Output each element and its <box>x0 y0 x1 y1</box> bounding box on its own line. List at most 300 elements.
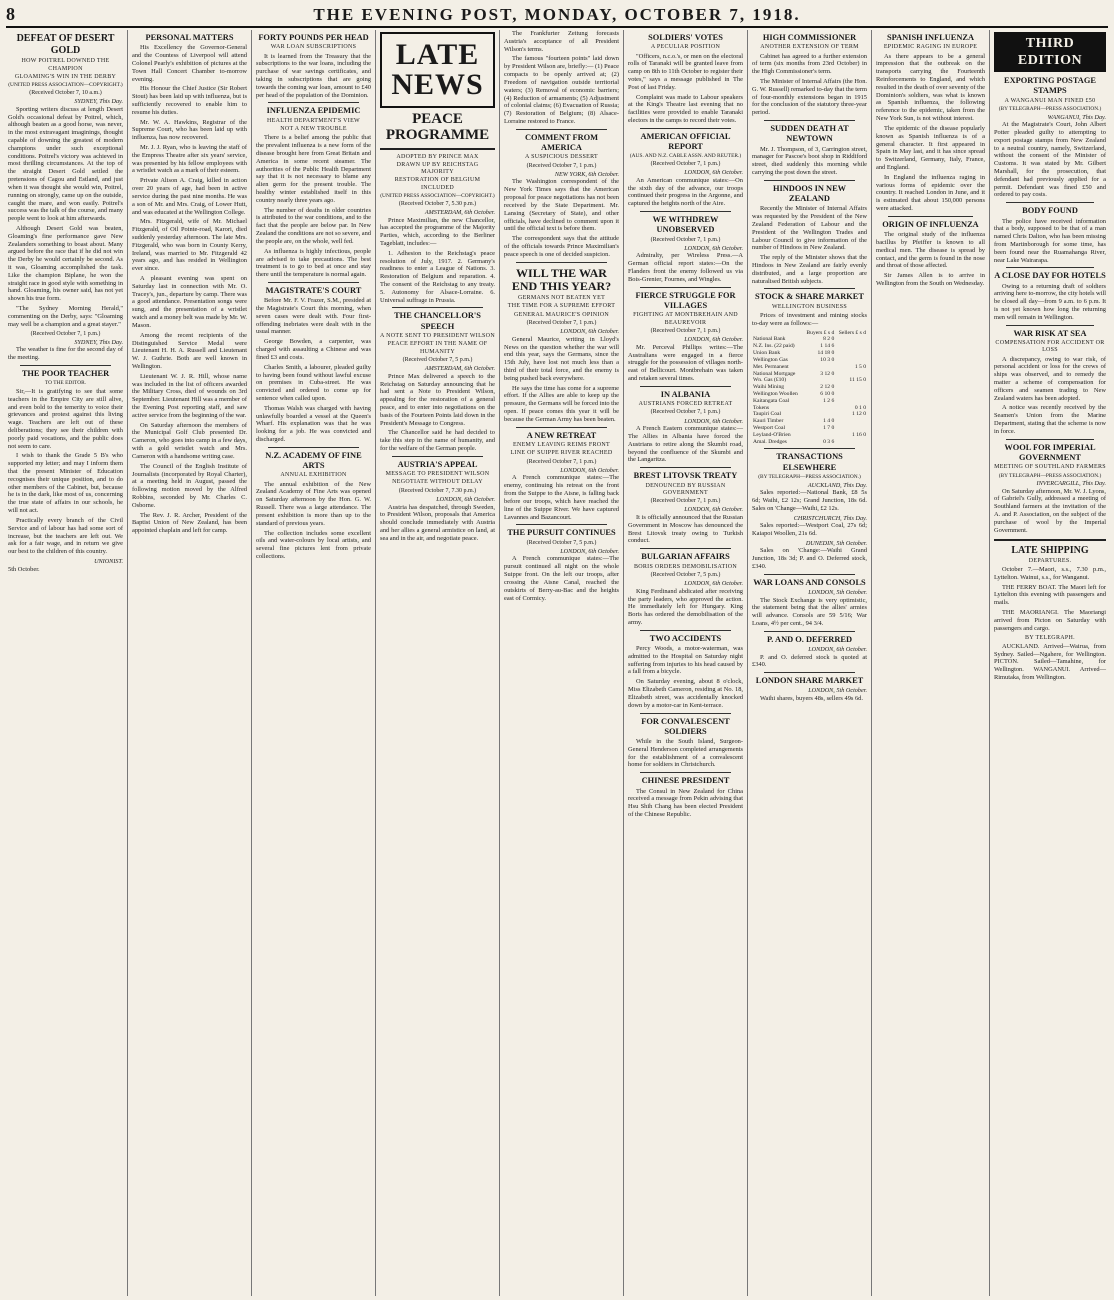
article-paragraph: Cabinet has agreed to a further extension of term (six months from 23rd October) in the High Commissioner's term. <box>752 52 867 76</box>
stock-name-cell: Kaitangata Coal <box>753 397 790 404</box>
divider <box>994 539 1106 541</box>
article-paragraph: As influenza is highly infectious, people are advised to take precautions. The best treatment is to go to bed at once and stay there until the temperature is normal again. <box>256 247 371 279</box>
article-paragraph: Admiralty, per Wireless Press.—A German official report states:—On the Flanders front the enemy followed us via Bois-Grenier, Fournes, and Wingles. <box>628 252 743 283</box>
article-paragraph: October 7.—Maori, s.s., 7.30 p.m., Lyttelton. Wainui, s.s., for Wanganui. <box>994 566 1106 581</box>
article-headline: FOR CONVALESCENT SOLDIERS <box>641 716 730 736</box>
divider <box>640 630 731 631</box>
place-line: NEW YORK, 6th October. <box>554 170 619 178</box>
article-subhead: ADOPTED BY PRINCE MAX <box>396 153 479 160</box>
dateline: (Received October 7, 1 p.m.) <box>526 458 597 465</box>
article-paragraph: His Honour the Chief Justice (Sir Robert Stout) has been laid up with influenza, but is sufficiently recovered to enable him to resume his duties. <box>132 85 247 116</box>
article-paragraph: The reply of the Minister shows that the Hindoos in New Zealand are fairly evenly distributed, and a large proportion are naturalised British subjects. <box>752 254 867 285</box>
article-paragraph: Complaint was made to Labour speakers at the King's Theatre last evening that no facilities were provided to enable Taranaki electors in the camps to record their votes. <box>628 93 743 125</box>
table-header-cell: Sellers £ s d <box>838 329 866 336</box>
newspaper-title: THE EVENING POST, MONDAY, OCTOBER 7, 1918. <box>313 5 801 25</box>
dateline: (Received October 7, 1 p.m.) <box>526 162 597 169</box>
article-subhead: GLOAMING'S WIN IN THE DERBY <box>14 74 117 80</box>
divider <box>268 102 359 103</box>
article-subhead: ANOTHER EXTENSION OF TERM <box>760 44 859 51</box>
article-paragraph: George Bowden, a carpenter, was charged with assaulting a Chinese and was fined £3 and costs. <box>256 338 371 361</box>
stock-price-cell <box>835 357 867 364</box>
article-paragraph: "Officers, n.c.o.'s, or men on the electoral rolls of Taranaki will be granted leave from camp on 8th to 11th October to register their votes," says a message published in The Post of last Friday. <box>628 52 743 91</box>
stock-name-cell: Wellington Woollen <box>753 390 798 397</box>
divider <box>764 574 855 575</box>
article-paragraph: He says the time has come for a supreme effort. If the Allies are able to keep up the pressure, the Germans will be forced into the open. If peace comes this year it will be because the German Army has been beaten. <box>504 384 619 423</box>
letter-signature: UNIONIST. <box>94 557 123 565</box>
article-subhead: HOW POITREL DOWNED THE CHAMPION <box>21 58 110 72</box>
stock-price-cell <box>803 411 835 418</box>
divider <box>1006 439 1094 440</box>
dateline: (Received October 7, 5 p.m.) <box>402 356 473 363</box>
stock-price-cell <box>835 371 867 378</box>
article-headline: A CLOSE DAY FOR HOTELS <box>994 271 1106 281</box>
stock-price-cell: 1 4 0 <box>823 418 835 425</box>
stock-name-cell: Kauri Timber <box>753 418 784 425</box>
article-paragraph: Recently the Minister of Internal Affairs was requested by the President of the New Zealand Federation of Labour and the President of the Wellington Trades and Labour Council to give information of the number of Hindoos in New Zealand. <box>752 205 867 252</box>
stock-price-cell <box>803 432 835 439</box>
dateline: (Received October 7, 5 p.m.) <box>526 539 597 546</box>
article-paragraph: As there appears to be a general impression that the outbreak on the transports carrying the Fourteenth Reinforcements to England, and which resulted in the death of over seventy of the Dominion's soldiers, was what is known as Spanish influenza, the following reference to the epidemic, taken from the New York Sun, is not without interest. <box>876 52 985 123</box>
table-row <box>752 405 867 412</box>
table-row <box>752 418 867 425</box>
masthead <box>6 4 1108 28</box>
stock-price-cell <box>803 364 835 371</box>
divider <box>380 148 495 150</box>
place-line: LONDON, 6th October. <box>684 244 743 252</box>
news-source: (BY TELEGRAPH—PRESS ASSOCIATION.) <box>998 105 1102 112</box>
article-paragraph: Thomas Walsh was charged with having unlawfully boarded a vessel at the Queen's Wharf. His explanation was that he was looking for a job. He was convicted and discharged. <box>256 404 371 443</box>
article-subhead: LINE OF SUIPPE RIVER REACHED <box>510 450 613 457</box>
place-line: LONDON, 6th October. <box>560 328 619 336</box>
late-news-banner: LATE NEWS <box>380 32 495 108</box>
article-headline: PEACE PROGRAMME <box>385 111 490 143</box>
article-paragraph: The Chancellor said he had decided to take this step in the name of humanity, and for the welfare of the German people. <box>380 429 495 453</box>
article-paragraph: Charles Smith, a labourer, pleaded guilty to having been found without lawful excuse on premises in Cuba-street. He was convicted and ordered to come up for sentence when called upon. <box>256 363 371 402</box>
article-headline: THE POOR TEACHER <box>21 369 110 379</box>
article-paragraph: Mr. J. Thompson, of 3, Carrington street, manager for Pascoe's boot shop in Riddiford street, died suddenly this morning while carrying the post down the street. <box>752 145 867 176</box>
stock-price-cell: 1 12 0 <box>852 411 866 418</box>
article-paragraph: While in the South Island, Surgeon-General Henderson completed arrangements for the establishment of a convalescent home for soldiers in Christchurch. <box>628 738 743 769</box>
stock-name-cell: Amal. Dredges <box>753 438 787 445</box>
article-paragraph: "The Sydney Morning Herald," commenting on the Derby, says: "Gloaming may well be a champion and a great stayer." <box>8 305 123 328</box>
article-subhead: GENERAL MAURICE'S OPINION <box>513 311 610 318</box>
divider <box>888 216 973 217</box>
article-paragraph: The correspondent says that the attitude of the officials towards Prince Maximilian's peace speech is one of decided suspicion. <box>504 235 619 258</box>
article-headline: TRANSACTIONS ELSEWHERE <box>776 452 843 472</box>
article-headline: HINDOOS IN NEW ZEALAND <box>772 183 847 204</box>
article-subhead: DEPARTURES. <box>1028 557 1072 564</box>
article-subhead: AUSTRIANS FORCED RETREAT <box>638 401 733 408</box>
stock-price-cell <box>835 343 867 350</box>
article-paragraph: THE FERRY BOAT. The Maori left for Lyttelton this evening with passengers and mails. <box>994 583 1106 607</box>
article-headline: BREST LITOVSK TREATY <box>633 471 738 481</box>
article-headline: WILL THE WAR END THIS YEAR? <box>511 265 612 293</box>
article-headline: WAR RISK AT SEA <box>1013 328 1087 338</box>
divider <box>764 120 855 121</box>
dateline: (Received October 7, 10 a.m.) <box>29 89 102 96</box>
article-paragraph: Prince Max delivered a speech to the Reichstag on Saturday announcing that he had sent a Note to President Wilson, appealing for the restoration of a general peace, and to enter into negotiations on the basis of the Fourteen Points laid down in the President's Message to Congress. <box>380 372 495 427</box>
place-line: WANGANUI, This Day. <box>1047 113 1106 121</box>
news-source: (BY TELEGRAPH—PRESS ASSOCIATION.) <box>758 473 861 480</box>
place-line: DUNEDIN, 5th October. <box>805 539 867 547</box>
article-paragraph: I wish to thank the Grade 5 B's who supported my letter; and may I inform them that the present Minister of Education recognises their unique position, and to do other members of the Cabinet, but, because he is in the dark, like most of us, concerning the true state of affairs in our schools, he will not act. <box>8 452 123 515</box>
article-paragraph: Private Alison A. Craig, killed in action over 20 years of age, had been in active service during the past nine months. He was a son of Mr. and Mrs. Craig, of Lower Hutt, and was educated at the Wellington College. <box>132 177 247 216</box>
letter-salutation: TO THE EDITOR. <box>44 380 87 387</box>
place-line: AUCKLAND, This Day. <box>807 481 867 489</box>
stock-price-cell: 3 12 0 <box>820 370 835 377</box>
stock-name-cell: Wellington Gas <box>753 356 788 363</box>
article-headline: THE PURSUIT CONTINUES <box>507 528 616 538</box>
article-paragraph: 1. Adhesion to the Reichstag's peace resolution of July, 1917. 2. Germany's readiness to enter a League of Nations. 3. Restoration of Belgium and reparation. 4. The consent of the Reichstag to any treaty. 5. Autonomy for Alsace-Lorraine. 6. Universal suffrage in Prussia. <box>380 249 495 304</box>
article-paragraph: A notice was recently received by the Seamen's Union from the Marine Department, stating that the scheme is now in force. <box>994 404 1106 435</box>
article-paragraph: The collection includes some excellent oils and water-colours by local artists, and several fine pictures lent from private collections. <box>256 529 371 560</box>
article-headline: SOLDIERS' VOTES <box>648 33 723 42</box>
article-paragraph: The number of deaths in older countries is attributed to the war conditions, and to the fact that the people are below par. In New Zealand the conditions are not so severe, and the people are, on the whole, well fed. <box>256 206 371 245</box>
article-subhead: ENEMY LEAVING REIMS FRONT <box>512 441 610 448</box>
article-paragraph: The police have received information that a body, supposed to be that of a man named Chris Dalton, who has been missing from Martinborough for some time, has been found near the Ruamahanga River, near Lake Wairarapa. <box>994 217 1106 264</box>
article-paragraph: The Frankfurter Zeitung forecasts Austria's acceptance of all President Wilson's terms. <box>504 30 619 53</box>
divider <box>764 180 855 181</box>
article-paragraph: King Ferdinand abdicated after receiving the party leaders, who approved the action. He immediately left for Hungary. King Boris has ordered the demobilisation of the army. <box>628 587 743 626</box>
dateline: (Received October 7, 5 p.m.) <box>650 571 721 578</box>
divider <box>516 524 607 525</box>
column-4 <box>376 30 500 1296</box>
article-subhead: A NOTE SENT TO PRESIDENT WILSON <box>380 332 495 339</box>
stock-name-cell: Union Bank <box>753 350 781 357</box>
table-row <box>752 364 867 371</box>
letter-date: 5th October. <box>8 565 40 573</box>
article-headline: BODY FOUND <box>1022 206 1078 216</box>
stock-price-cell: 0 1 0 <box>854 404 866 411</box>
article-subhead: MEETING OF SOUTHLAND FARMERS <box>994 464 1106 471</box>
article-paragraph: THE MAORIANGI. The Maoriangi arrived from Picton on Saturday with passengers and cargo. <box>994 609 1106 632</box>
article-subhead: MESSAGE TO PRESIDENT WILSON <box>385 471 490 478</box>
article-paragraph: Owing to a returning draft of soldiers arriving here to-morrow, the city hotels will be closed all day—from 9 a.m. to 6 p.m. It is not yet known how long the returning men will remain in Wellington. <box>994 282 1106 321</box>
news-source: (BY TELEGRAPH—PRESS ASSOCIATION.) <box>998 472 1102 479</box>
article-paragraph: An American communique states:—On the sixth day of the advance, our troops continued their progress in the Argonne, and captured the heights north of the Aire. <box>628 176 743 208</box>
article-paragraph: The epidemic of the disease popularly known as Spanish influenza is of a general character. It first appeared in Spain in May last, and it has since spread to Switzerland, Germany, Italy, France, and England. <box>876 124 985 171</box>
table-header-cell: Buyers £ s d <box>806 329 835 336</box>
article-headline: HIGH COMMISSIONER <box>762 33 857 42</box>
article-headline: AUSTRIA'S APPEAL <box>397 459 478 469</box>
article-headline: EXPORTING POSTAGE STAMPS <box>1004 76 1096 96</box>
column-6 <box>624 30 748 1296</box>
place-line: LONDON, 5th October. <box>808 687 867 695</box>
place-line: LONDON, 6th October. <box>436 496 495 504</box>
article-paragraph: Mr. J. J. Ryan, who is leaving the staff of the Empress Theatre after six years' service, was presented by his fellow employees with a wristlet watch as a mark of their esteem. <box>132 144 247 175</box>
divider <box>20 365 111 366</box>
table-row <box>752 384 867 391</box>
article-headline: PERSONAL MATTERS <box>145 33 234 42</box>
article-paragraph: The Council of the English Institute of Journalists (incorporated by Royal Charter), at a meeting held in August, passed the following motion moved by the Alfred Robbins, seconded by Mr. Charles C. Osborne. <box>132 462 247 509</box>
article-paragraph: On Saturday afternoon the members of the Municipal Golf Club presented Dr. Cameron, who goes into camp in a few days, with a gold wristlet watch and Mrs. Cameron with a handsome writing case. <box>132 421 248 460</box>
place-line: LONDON, 6th October. <box>684 580 743 588</box>
article-subhead: GERMANS NOT BEATEN YET <box>517 294 606 301</box>
article-paragraph: Sales reported:—Westport Coal, 27s 6d; Kaiapoi Woollen, 21s 6d. <box>752 522 867 537</box>
article-headline: CHINESE PRESIDENT <box>641 776 730 786</box>
dateline: (Received October 7, 1 p.m.) <box>650 236 721 243</box>
article-subhead: BORIS ORDERS DEMOBILISATION <box>633 563 738 570</box>
article-headline: WAR LOANS AND CONSOLS <box>753 577 866 587</box>
article-headline: WOOL FOR IMPERIAL GOVERNMENT <box>1004 442 1096 462</box>
article-paragraph: Practically every branch of the Civil Service and of labour has had some sort of increase, but the teachers are left out. We ask for a fair wage, and in return we give our best to the children of this country. <box>8 516 123 556</box>
article-paragraph: Before Mr. F. V. Frazer, S.M., presided at the Magistrate's Court this morning, when seven cases were dealt with. Four first-offending inebriates were dealt with in the usual manner. <box>256 297 371 336</box>
article-paragraph: General Maurice, writing in Lloyd's News on the question whether the war will end this year, says the Germans, since the 15th July, have lost not much less than a third of their total force, and the enemy is being pushed back everywhere. <box>504 335 619 382</box>
stock-price-cell: 14 18 0 <box>817 350 835 357</box>
dateline: (Received October 7, 1 p.m.) <box>650 498 721 505</box>
article-subhead: A PECULIAR POSITION <box>650 44 721 51</box>
stock-price-cell: 8 2 0 <box>823 336 835 343</box>
stock-name-cell: Westport Coal <box>753 425 786 431</box>
dateline: (Received October 7, 1 p.m.) <box>526 319 597 326</box>
table-header-row <box>752 330 867 337</box>
stock-name-cell: National Mortgage <box>753 370 796 377</box>
article-paragraph: Mr. Perceval Phillips writes:—The Australians were engaged in a fierce struggle for the possession of villages north-east of Bellicourt. Montbrehain was taken and retaken several times. <box>628 343 743 382</box>
article-paragraph: His Excellency the Governor-General and the Countess of Liverpool will attend Colonel Pearly's exhibition of pictures at the Town Hall Concert Chamber to-morrow evening. <box>132 44 247 83</box>
table-row <box>752 432 867 439</box>
article-headline: SUDDEN DEATH AT NEWTOWN <box>770 124 849 144</box>
stock-price-cell: 6 10 0 <box>820 390 835 397</box>
article-paragraph: Sales reported:—National Bank, £8 5s 6d; Waihi, £2 12s; Grand Junction, 18s 6d. Sales on 'Change—Waihi, £2 12s. <box>752 489 867 512</box>
article-headline: COMMENT FROM AMERICA <box>524 132 599 152</box>
article-subhead: DRAWN UP BY REICHSTAG MAJORITY <box>396 161 479 176</box>
divider <box>764 631 855 632</box>
article-paragraph: The Washington correspondent of the New York Times says that the American proposal for peace negotiations has not been received by the State Department. Mr. Lansing (Secretary of State), and other officials, have declined to comment upon it until the official text is before them. <box>504 178 619 233</box>
dateline: (Received October 7, 1 p.m.) <box>650 160 721 167</box>
stock-price-cell <box>835 418 867 425</box>
divider <box>764 448 855 449</box>
stock-price-cell: 0 3 6 <box>823 438 835 445</box>
divider <box>1006 325 1094 326</box>
article-headline: WE WITHDREW UNOBSERVED <box>652 215 719 235</box>
stock-price-cell: 1 2 6 <box>823 397 835 404</box>
stock-price-cell <box>835 398 867 405</box>
stock-name-cell: National Bank <box>753 336 786 343</box>
place-line: INVERCARGILL, This Day. <box>1036 480 1106 488</box>
article-subhead: A WANGANUI MAN FINED £50 <box>1004 97 1096 104</box>
article-paragraph: The annual exhibition of the New Zealand Academy of Fine Arts was opened on Saturday afternoon by the Hon. G. W. Russell. There was a large attendance. The present exhibition is more than up to the standard of previous years. <box>256 480 371 527</box>
divider <box>268 447 359 448</box>
divider <box>268 282 359 283</box>
column-9 <box>990 30 1110 1296</box>
stock-price-cell <box>835 391 867 398</box>
table-row <box>752 350 867 357</box>
table-row <box>752 357 867 364</box>
article-headline: LATE SHIPPING <box>1011 544 1089 556</box>
divider <box>392 307 483 308</box>
article-paragraph: On Saturday afternoon, Mr. W. J. Lyons, of Gabriel's Gully, addressed a meeting of Southland farmers at the invitation of the A. and P. Association, on the subject of the purchase of wool by the Imperial Government. <box>994 487 1106 534</box>
article-headline: SPANISH INFLUENZA <box>886 33 975 42</box>
place-line: LONDON, 6th October. <box>684 169 743 177</box>
divider <box>640 287 731 288</box>
article-paragraph: At the Magistrate's Court, John Albert Potter pleaded guilty to attempting to export postage stamps from New Zealand to a neutral country, namely, Switzerland, without the consent of the Minister of Customs. It was stated by Mr. Gilbert Marshall, for the prosecution, that defendant had previously applied for a permit. Defendant was fined £50 and ordered to pay costs. <box>994 121 1106 199</box>
place-line: LONDON, 6th October. <box>808 646 867 654</box>
stock-price-cell: 1 7 0 <box>823 425 835 431</box>
article-headline: TWO ACCIDENTS <box>649 633 722 643</box>
dateline: (Received October 7, 1 p.m.) <box>650 409 721 416</box>
article-paragraph: A discrepancy, owing to war risk, of personal accident or loss for the crews of ships was observed, and to remedy the matter a scheme of compensation for officers and seamen trading to New Zealand waters has been adopted. <box>994 355 1106 402</box>
article-paragraph: Sales on 'Change:—Waihi Grand Junction, 18s 3d; P. and O. Deferred stock, £340. <box>752 547 867 570</box>
divider <box>516 129 607 130</box>
article-headline: N.Z. ACADEMY OF FINE ARTS <box>265 450 362 471</box>
article-headline: LONDON SHARE MARKET <box>755 676 864 686</box>
article-subhead: EPIDEMIC RAGING IN EUROPE <box>883 44 978 51</box>
news-source: (UNITED PRESS ASSOCIATION—COPYRIGHT.) <box>380 193 495 200</box>
article-paragraph: Lieutenant W. J. R. Hill, whose name was included in the list of officers awarded the Military Cross, died of wounds on 3rd September. Lieutenant Hill was a member of the Evening Post reporting staff, and saw active service from the beginning of the war. <box>132 372 247 419</box>
stock-price-cell <box>835 384 867 391</box>
article-subhead: A SUSPICIOUS DESSERT <box>525 154 598 161</box>
third-edition-banner: THIRD EDITION <box>994 32 1106 72</box>
stock-price-cell <box>803 405 835 412</box>
article-subhead: DENOUNCED BY RUSSIAN GOVERNMENT <box>645 482 726 496</box>
divider <box>640 713 731 714</box>
place-line: LONDON, 6th October. <box>684 506 743 514</box>
divider <box>640 548 731 549</box>
article-headline: FIERCE STRUGGLE FOR VILLAGES <box>635 290 736 310</box>
place-line: LONDON, 6th October. <box>560 466 619 474</box>
stock-price-cell: 10 3 0 <box>820 356 835 363</box>
article-subhead: WELLINGTON BUSINESS <box>771 303 848 310</box>
article-paragraph: Sir James Allen is to arrive in Wellington from the South on Wednesday. <box>876 272 985 287</box>
dateline: (Received October 7, 7.30 p.m.) <box>398 487 477 494</box>
article-headline: INFLUENZA EPIDEMIC <box>266 106 361 116</box>
article-paragraph: Mr. W. A. Hawkins, Registrar of the Supreme Court, who has been laid up with influenza, has now recovered. <box>132 118 247 142</box>
divider <box>1006 267 1094 268</box>
article-paragraph: It is learned from the Treasury that the subscriptions to the war loans, including the purchase of war savings certificates, and taking in subscriptions that are going towards the coming war loan, amount to £40 per head of the population of the Dominion. <box>256 52 371 99</box>
stock-name-cell: Wn. Gas (£10) <box>753 377 787 384</box>
stock-name-cell: Tokens <box>753 404 770 411</box>
article-subhead: RESTORATION OF BELGIUM INCLUDED <box>394 177 481 191</box>
place-line: AMSTERDAM, 6th October. <box>424 208 495 216</box>
divider <box>640 772 731 773</box>
article-headline: FORTY POUNDS PER HEAD <box>258 33 369 42</box>
stock-price-cell <box>835 336 867 343</box>
column-1 <box>4 30 128 1296</box>
stock-name-cell: Leyland-O'Brien <box>753 431 791 438</box>
article-headline: DEFEAT OF DESERT GOLD <box>16 33 115 57</box>
article-paragraph: The Consul in New Zealand for China received a message from Pekin advising that Hsu Shih Chang has been elected President of the Chinese Republic. <box>628 787 743 818</box>
divider <box>516 262 607 263</box>
table-row <box>752 425 867 432</box>
place-line: SYDNEY, This Day. <box>74 338 123 346</box>
stock-price-cell: 2 12 0 <box>820 384 835 391</box>
divider <box>640 211 731 212</box>
article-paragraph: It is officially announced that the Russian Government in Moscow has denounced the Brest Litovsk treaty owing to Turkish conduct. <box>628 514 743 545</box>
divider <box>640 128 731 129</box>
article-paragraph: Mrs. Fitzgerald, wife of Mr. Michael Fitzgerald, of Oil Pointe-road, Karori, died suddenly yesterday afternoon. The late Mrs. Fitzgerald, who was born in County Kerry, Ireland, was married to Mr. Fitzgerald 42 years ago, and has resided in Wellington ever since. <box>132 218 247 273</box>
article-subhead: COMPENSATION FOR ACCIDENT OR LOSS <box>995 339 1105 354</box>
dateline: (Received October 7, 5.30 p.m.) <box>398 200 477 207</box>
article-subhead: WAR LOAN SUBSCRIPTIONS <box>270 44 357 51</box>
news-source: (AUS. AND N.Z. CABLE ASSN. AND REUTER.) <box>629 153 742 160</box>
article-paragraph: The famous "fourteen points" laid down by President Wilson are, briefly:— (1) Peace compacts to be openly arrived at; (2) Freedom of navigation outside territorial waters; (3) Removal of economic barriers; (4) Reduction of armaments; (5) Adjustment of colonial claims; (6) Evacuation of Russia; (7) Restoration of Belgium; (8) Alsace-Lorraine restored to France. <box>504 55 619 125</box>
article-paragraph: Percy Woods, a motor-waterman, was admitted to the Hospital on Saturday night suffering from injuries to his head caused by a fall from a bicycle. <box>628 645 743 676</box>
column-8 <box>872 30 990 1296</box>
place-line: LONDON, 6th October. <box>684 336 743 344</box>
place-line: LONDON, 6th October. <box>560 547 619 555</box>
stock-name-cell: Waihi Mining <box>753 384 785 391</box>
stock-name-cell: Taupiri Coal <box>753 411 782 418</box>
table-row <box>752 398 867 405</box>
divider <box>392 456 483 457</box>
article-paragraph: Among the recent recipients of the Distinguished Service Medal were Lieutenant H. H. A. Russell and Lieutenant W. J. Guthrie. Both are well known in Wellington. <box>132 331 247 370</box>
dateline: (Received October 7, 1 p.m.) <box>30 330 101 337</box>
place-line: SYDNEY, This Day. <box>74 98 123 106</box>
place-line: LONDON, 5th October. <box>808 588 867 596</box>
article-headline: BULGARIAN AFFAIRS <box>641 552 730 562</box>
article-paragraph: The Stock Exchange is very optimistic, the statement being that the allies' armies will advance. Consols are 59 5/16; War Loans, 4½ per cent., 94 3/4. <box>752 596 867 627</box>
stock-price-cell <box>803 377 835 384</box>
article-paragraph: Waihi shares, buyers 48s, sellers 49s 6d. <box>760 695 863 703</box>
article-paragraph: AUCKLAND. Arrived—Wairua, from Sydney. Sailed—Ngahere, for Wellington. PICTON. Sailed—Tamahine, for Wellington. WANGANUI. Arrived—Rimutaka, from Wellington. <box>994 642 1106 682</box>
article-headline: IN ALBANIA <box>660 389 711 399</box>
table-row <box>752 343 867 350</box>
article-paragraph: Sir,—It is gratifying to see that some teachers in the Empire City are still alive, and even bold to the temerity to voice their grievances and protest against this living wage. Teachers are left out of these deliberations; they see their children with poorly paid vocations, and the public does not seem to care. <box>8 387 123 450</box>
article-headline: THE CHANCELLOR'S SPEECH <box>394 311 481 331</box>
stock-price-cell: 1 14 6 <box>820 343 835 350</box>
article-paragraph: Prices of investment and mining stocks to-day were as follows:— <box>752 312 867 327</box>
article-paragraph: Sporting writers discuss at length Desert Gold's occasional defeat by Poitrel, which, although beaten as a good horse, was never, in the most extravagant imaginings, thought capable of downing the greatest of modern champions under such exceptional conditions. Poitrel's victory was achieved in most thrilling circumstances. At the top of the straight Desert Gold settled the pretensions of Cagou and Estland, and just when it was thought she would win, Poitrel, running on strongly, came up on the outside, caught the mare, and won easily. Poitrel's success was the talk of the course, and many people went to look at him afterwards. <box>8 105 123 223</box>
article-headline: MAGISTRATE'S COURT <box>265 285 362 295</box>
article-subhead: ANNUAL EXHIBITION <box>280 472 347 479</box>
article-paragraph: In England the influenza raging in various forms of epidemic over the country. It reached London in June, and it is estimated that about 150,000 persons were attacked. <box>876 173 985 212</box>
article-headline: AMERICAN OFFICIAL REPORT <box>640 131 731 152</box>
article-paragraph: The original study of the influenza bacillus by Pfeiffer is known to all medical men. The disease is spread by contact, and the germ is found in the nose and throat of those affected. <box>876 231 985 270</box>
stock-price-cell: 1 5 0 <box>854 363 866 370</box>
page-number: 8 <box>6 4 15 25</box>
stock-price-cell <box>835 425 867 432</box>
stock-name-cell: N.Z. Ins. (22 paid) <box>753 343 795 350</box>
stock-price-cell <box>835 350 867 357</box>
article-paragraph: P. and O. deferred stock is quoted at £340. <box>752 653 867 669</box>
article-subhead: THE TIME FOR A SUPREME EFFORT <box>507 303 616 310</box>
article-subhead: BY TELEGRAPH. <box>1025 634 1075 641</box>
stock-table <box>752 330 867 446</box>
column-2 <box>128 30 252 1296</box>
stock-price-cell <box>835 439 867 446</box>
stock-name-cell: Met. Permanent <box>753 363 789 370</box>
place-line: CHRISTCHURCH, This Day. <box>793 514 867 522</box>
stock-price-cell: 1 16 0 <box>852 431 866 438</box>
table-row <box>752 439 867 446</box>
table-row <box>752 411 867 418</box>
divider <box>1006 202 1094 203</box>
place-line: LONDON, 6th October. <box>684 417 743 425</box>
article-paragraph: On Saturday evening, about 8 o'clock, Miss Elizabeth Cameron, residing at No. 18, Elizabeth street, was accidentally knocked down by a motor-car in Kent-terrace. <box>628 678 743 709</box>
divider <box>640 467 731 468</box>
article-subhead: PEACE EFFORT IN THE NAME OF HUMANITY <box>387 341 488 355</box>
article-paragraph: The Minister of Internal Affairs (the Hon. G. W. Russell) remarked to-day that the term of four-monthly extensions began in 1915 for the conclusion of the statutory three-year period. <box>752 78 867 117</box>
stock-price-cell: 11 15 0 <box>849 377 866 384</box>
table-row <box>752 391 867 398</box>
column-5 <box>500 30 624 1296</box>
divider <box>516 427 607 428</box>
divider <box>764 672 855 673</box>
article-subhead: NOT A NEW TROUBLE <box>280 126 347 132</box>
article-paragraph: Prince Maximilian, the new Chancellor, has accepted the programme of the Majority Parties, which, according to the Berliner Tageblatt, includes:— <box>380 216 495 247</box>
article-paragraph: The Rev. J. R. Archer, President of the Baptist Union of New Zealand, has been appointed chaplain and left for camp. <box>132 511 247 535</box>
news-source: (UNITED PRESS ASSOCIATION—COPYRIGHT.) <box>8 82 123 89</box>
divider <box>764 288 855 289</box>
article-paragraph: A pleasant evening was spent on Saturday last in connection with Mr. O. Tracey's, jun., departure by camp. There was a good attendance. Presentation songs were sung, and the presentation of a wristlet watch and a money belt was made by Mr. W. Mason. <box>132 275 247 329</box>
stock-table-body <box>752 336 867 445</box>
article-paragraph: There is a belief among the public that the prevalent influenza is a new form of the disease brought here from Great Britain and America in some recent steamer. The authorities of the Public Health Department say that it is not necessary to blame any alien germ for the present trouble. The healthy winter established itself in this country nearly three years ago. <box>256 134 371 204</box>
article-headline: ORIGIN OF INFLUENZA <box>882 219 979 229</box>
article-paragraph: The weather is fine for the second day of the meeting. <box>8 346 123 362</box>
column-7 <box>748 30 872 1296</box>
article-subhead: HEALTH DEPARTMENT'S VIEW <box>266 117 361 124</box>
column-3 <box>252 30 376 1296</box>
